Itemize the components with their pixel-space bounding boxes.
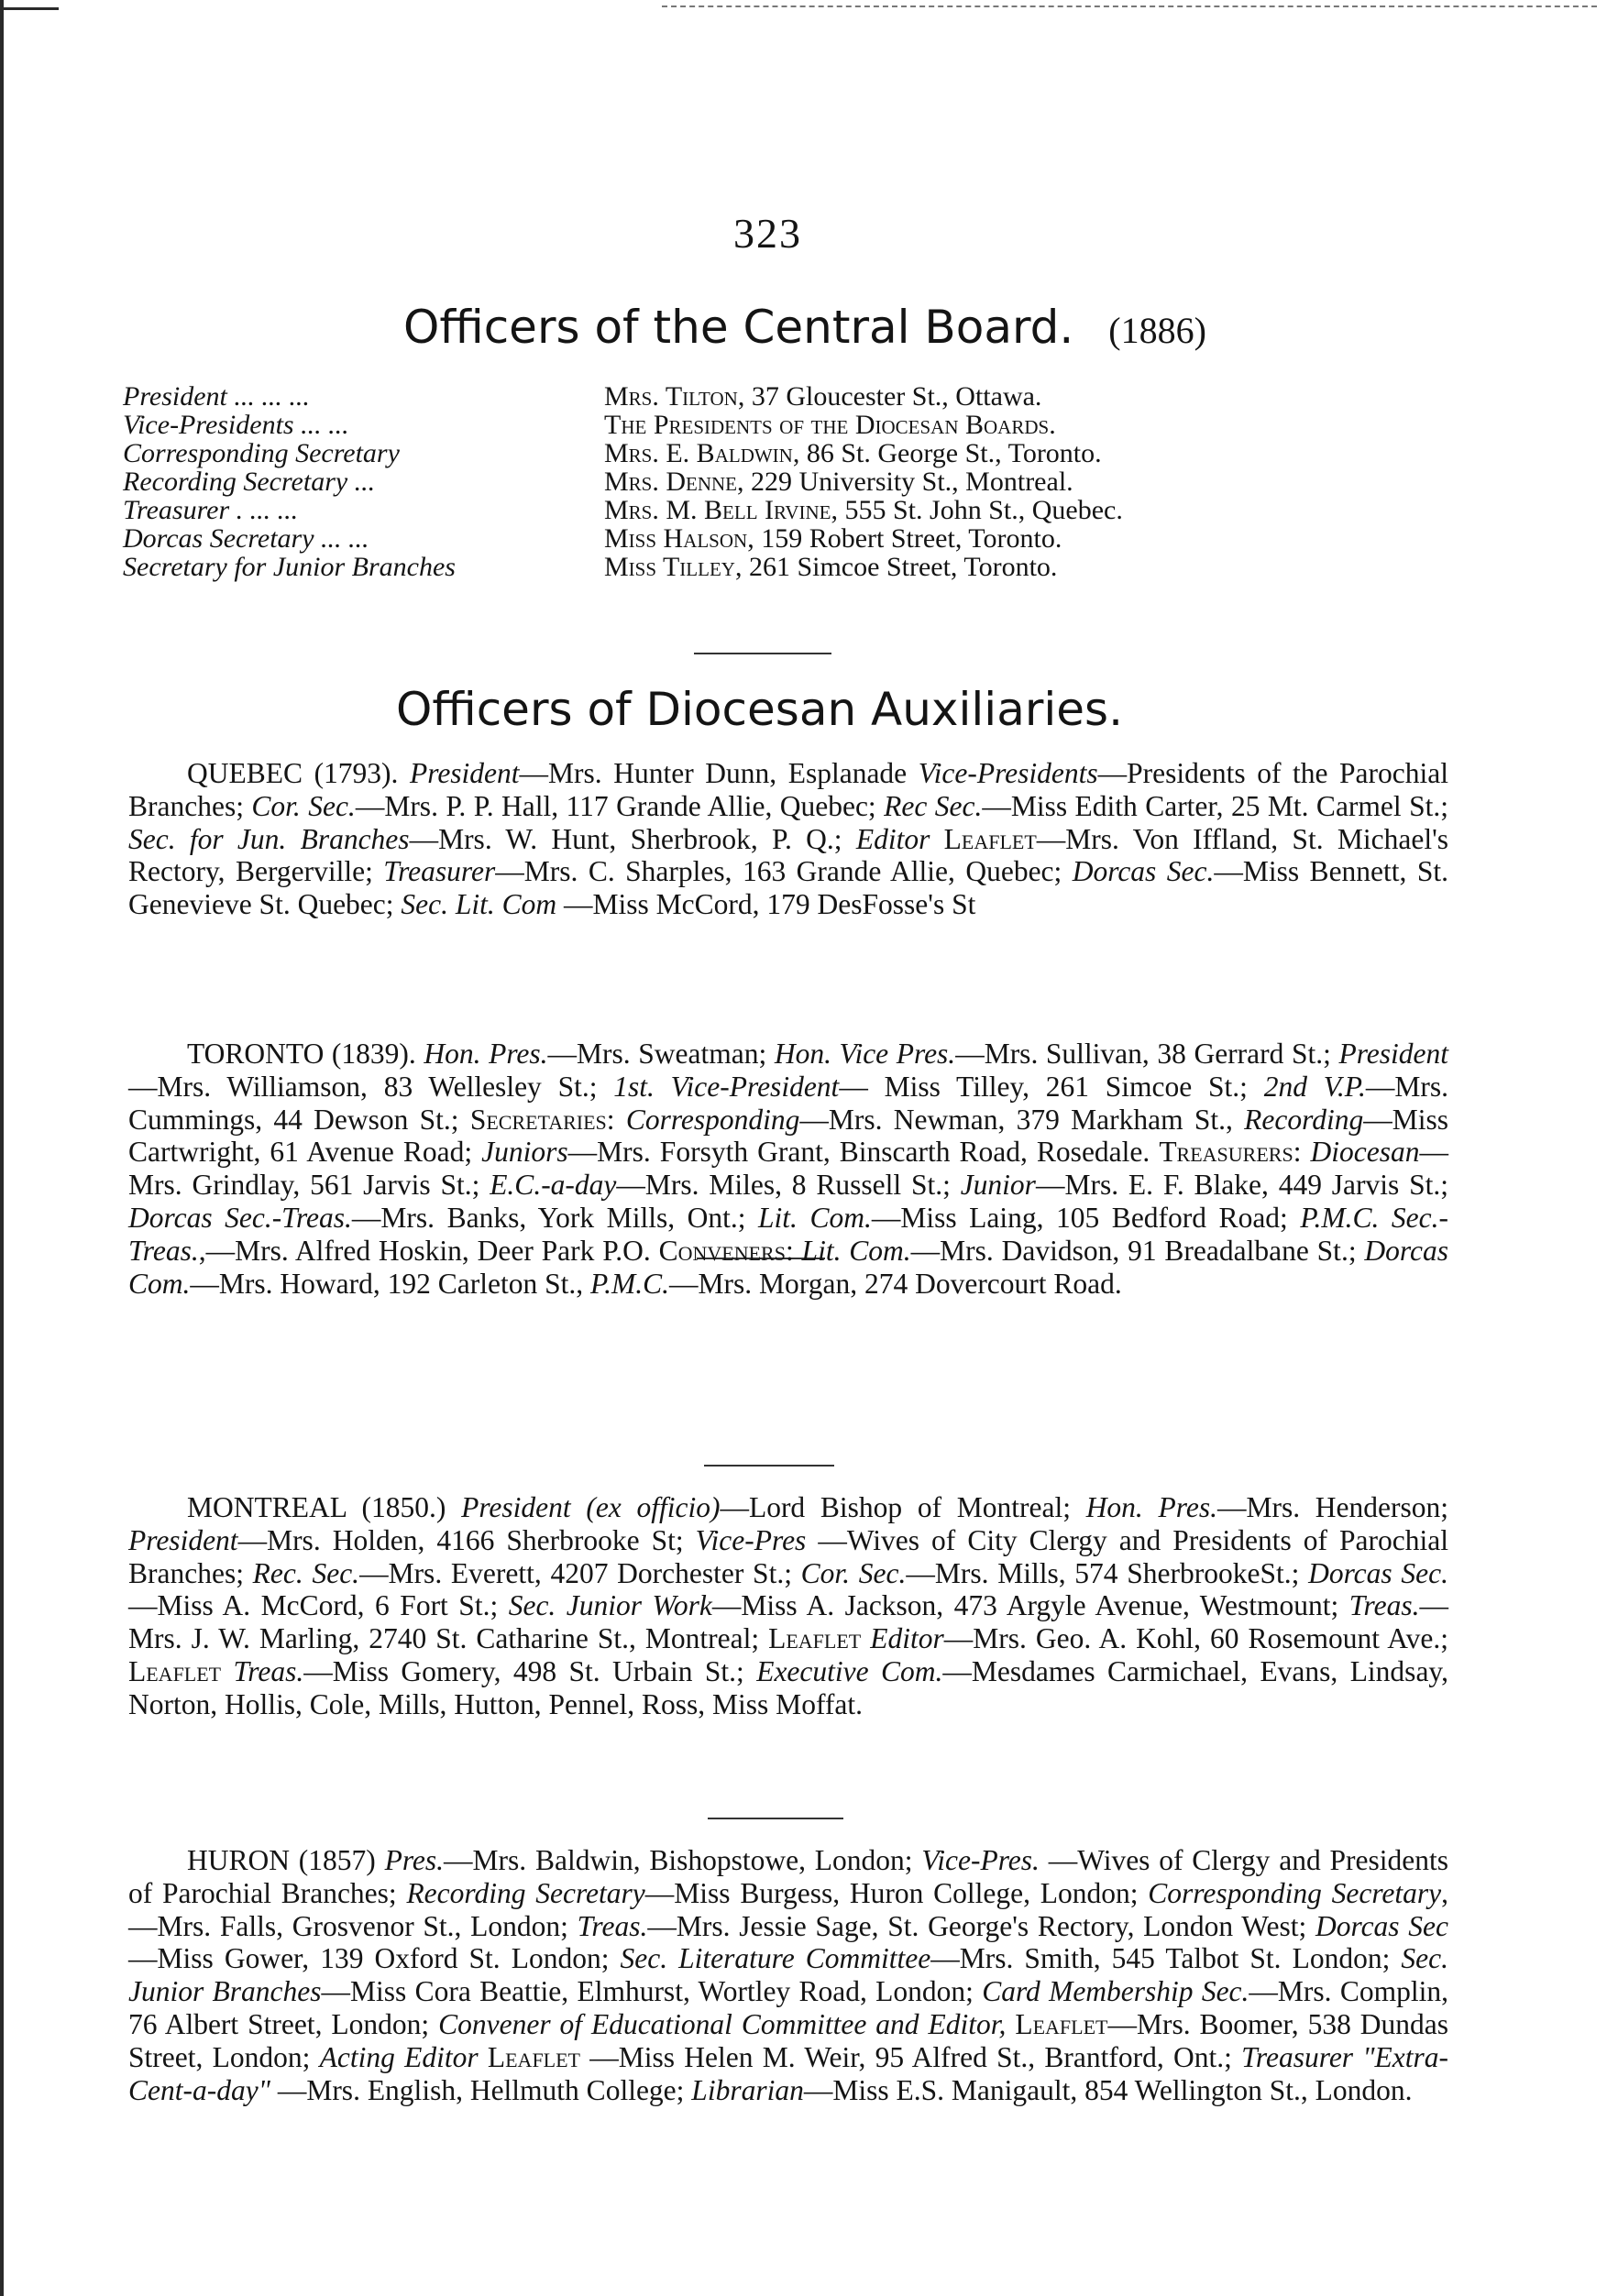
office-title: Lit. Com. (801, 1234, 911, 1267)
office-title: Diocesan (1310, 1136, 1420, 1169)
officer-address: 261 Simcoe Street, Toronto. (742, 552, 1058, 582)
office-title: 2nd V.P. (1263, 1070, 1366, 1103)
office-title: Sec. Literature Committee (620, 1942, 931, 1975)
office-holder: —Miss Cartwright, 61 Avenue Road; (128, 1103, 1448, 1169)
office-title: Editor (855, 822, 930, 855)
office-title: P.M.C. (589, 1267, 670, 1300)
officer-role: Secretary for Junior Branches (123, 552, 456, 582)
officer-role: Recording Secretary ... (123, 467, 376, 497)
diocesan-heading: Officers of Diocesan Auxiliaries. (396, 683, 1123, 736)
office-title: Treasurer (383, 855, 496, 888)
section-divider (694, 653, 831, 654)
office-holder: —Mrs. Davidson, 91 Breadalbane St.; (910, 1234, 1365, 1267)
office-holder: —Miss Helen M. Weir, 95 Alfred St., Brantford, Ont.; (580, 2040, 1242, 2073)
office-holder: —Miss Cora Beattie, Elmhurst, Wortley Road, London; (321, 1975, 983, 2008)
office-holder: —Mrs. Everett, 4207 Dorchester St.; (359, 1556, 801, 1589)
office-holder: —Mrs. Complin, 76 Albert Street, London; (128, 1975, 1448, 2040)
office-holder: —Wives of Clergy and Presidents of Parochial Branches; (128, 1844, 1448, 1909)
office-title: Vice-Pres. (921, 1844, 1040, 1876)
office-title: Sec. Junior Branches (128, 1942, 1448, 2008)
office-holder: ,—Mrs. Alfred Hoskin, Deer Park P.O. (198, 1234, 659, 1267)
leaflet-label: Leaflet (943, 822, 1037, 855)
office-title: Dorcas Sec. (1308, 1556, 1448, 1589)
office-title: Sec. Lit. Com (401, 888, 557, 921)
office-title: Sec. for Jun. Branches (128, 822, 410, 855)
office-holder: —Mrs. Mills, 574 SherbrookeSt.; (906, 1556, 1309, 1589)
office-title: President (ex officio) (461, 1491, 721, 1523)
page-number: 323 (733, 210, 802, 257)
office-holder: —Mesdames Carmichael, Evans, Lindsay, Norton, Hollis, Cole, Mills, Hutton, Pennel, Ross, Miss Moffat. (128, 1654, 1449, 1720)
group-label: Treasurers (1159, 1136, 1293, 1169)
text-gap (1006, 2008, 1015, 2040)
office-title: Vice-Pres (695, 1523, 807, 1556)
office-holder: —Mrs. Banks, York Mills, Ont.; (351, 1201, 759, 1234)
officer-row-junior-branches-secretary (123, 551, 1553, 584)
office-title: 1st. Vice-President (613, 1070, 840, 1103)
page-edge (0, 0, 4, 2296)
officer-name: Mrs. Tilton, (604, 381, 745, 412)
officer-role: President ... ... ... (123, 381, 310, 412)
office-title: Corresponding Secretary (1148, 1876, 1442, 1909)
office-holder: —Miss E.S. Manigault, 854 Wellington St., London. (803, 2073, 1413, 2106)
office-title: Librarian (691, 2073, 804, 2106)
office-title: Treas. (577, 1909, 648, 1942)
office-title: Hon. Vice Pres. (774, 1038, 956, 1070)
officer-name: The Presidents of the Diocesan Boards. (604, 410, 1056, 440)
office-title: Editor (870, 1622, 944, 1655)
office-title: Card Membership Sec. (982, 1975, 1249, 2008)
office-title: Rec. Sec. (252, 1556, 360, 1589)
office-holder: —Miss McCord, 179 DesFosse's St (556, 888, 976, 921)
office-holder: —Mrs. English, Hellmuth College; (270, 2073, 692, 2106)
office-holder: —Miss Bennett, St. Genevieve St. Quebec; (128, 855, 1448, 921)
office-title: Lit. Com. (758, 1201, 872, 1234)
office-holder: —Miss A. McCord, 6 Fort St.; (128, 1589, 509, 1622)
diocese-name-huron: HURON (1857) (187, 1844, 376, 1876)
officer-name: Miss Halson, (604, 523, 754, 554)
officer-role: Dorcas Secretary ... ... (123, 523, 369, 554)
office-holder: —Mrs. Henderson; (1216, 1491, 1448, 1523)
huron-paragraph (128, 1844, 1448, 2106)
montreal-paragraph (128, 1491, 1448, 1721)
group-label: Conveners (658, 1234, 786, 1267)
office-holder: —Miss Gower, 139 Oxford St. London; (128, 1942, 621, 1975)
officer-role: Vice-Presidents ... ... (123, 410, 349, 440)
office-holder: —Mrs. C. Sharples, 163 Grande Allie, Quebec; (495, 855, 1073, 888)
top-scan-rule (662, 5, 1597, 7)
office-holder: —Mrs. Baldwin, Bishopstowe, London; (444, 1844, 922, 1876)
quebec-paragraph (128, 757, 1448, 921)
text-gap: : (606, 1103, 626, 1136)
office-holder: —Mrs. Boomer, 538 Dundas Street, London; (128, 2007, 1449, 2073)
text-gap (930, 823, 943, 855)
office-title: P.M.C. Sec.-Treas. (128, 1201, 1449, 1267)
office-holder: —Mrs. Smith, 545 Talbot St. London; (930, 1942, 1402, 1975)
office-title: Acting Editor (319, 2040, 479, 2073)
office-title: President (128, 1523, 238, 1556)
office-holder: — Miss Tilley, 261 Simcoe St.; (839, 1070, 1264, 1103)
officer-address: 555 St. John St., Quebec. (838, 495, 1123, 525)
officer-address: 86 St. George St., Toronto. (799, 438, 1102, 468)
office-title: Sec. Junior Work (508, 1589, 712, 1622)
leaflet-label: Leaflet (768, 1622, 862, 1655)
office-holder: —Mrs. Von Iffland, St. Michael's Rectory, Bergerville; (128, 822, 1449, 888)
leaflet-label: Leaflet (1015, 2007, 1108, 2040)
office-holder: —Mrs. E. F. Blake, 449 Jarvis St.; (1035, 1169, 1448, 1202)
text-gap: : (1293, 1136, 1311, 1169)
leaflet-label: Leaflet (487, 2040, 580, 2073)
officer-role: Corresponding Secretary (123, 438, 400, 468)
text-gap (479, 2041, 488, 2073)
office-holder: —Mrs. J. W. Marling, 2740 St. Catharine St., Montreal; (128, 1589, 1449, 1655)
margin-tick (0, 7, 59, 10)
office-holder: —Mrs. Sweatman; (547, 1038, 775, 1070)
office-holder: —Mrs. Hunter Dunn, Esplanade (519, 757, 919, 789)
office-title: Cor. Sec. (251, 789, 356, 822)
office-holder: —Mrs. Holden, 4166 Sherbrooke St; (237, 1523, 696, 1556)
office-title: Hon. Pres. (1085, 1491, 1217, 1523)
office-title: President (409, 757, 520, 789)
group-label: Secretaries (469, 1103, 607, 1136)
office-holder: —Mrs. Morgan, 274 Dovercourt Road. (669, 1267, 1122, 1300)
office-title: Treas. (1348, 1589, 1420, 1622)
text-gap (221, 1655, 233, 1687)
officer-name: Mrs. E. Baldwin, (604, 438, 800, 468)
officer-address: 229 University St., Montreal. (743, 467, 1073, 497)
section-divider (704, 1465, 834, 1467)
office-title: Recording Secretary (406, 1876, 645, 1909)
toronto-paragraph (128, 1038, 1448, 1300)
office-title: Treas. (233, 1654, 304, 1687)
officer-role: Treasurer . ... ... (123, 495, 299, 525)
office-holder: —Mrs. Grindlay, 561 Jarvis St.; (128, 1136, 1448, 1202)
office-holder: —Wives of City Clergy and Presidents of Parochial Branches; (128, 1523, 1448, 1589)
leaflet-label: Leaflet (128, 1654, 222, 1687)
office-holder: —Miss Gomery, 498 St. Urbain St.; (303, 1654, 757, 1687)
officer-entry (604, 551, 1057, 584)
office-holder: —Miss Burgess, Huron College, London; (644, 1876, 1149, 1909)
office-title: Cor. Sec. (800, 1556, 907, 1589)
office-title: Convener of Educational Committee and Editor, (438, 2007, 1007, 2040)
office-holder: —Mrs. Howard, 192 Carleton St., (190, 1267, 590, 1300)
office-holder: —Mrs. Forsyth Grant, Binscarth Road, Rosedale. (567, 1136, 1160, 1169)
text-gap (861, 1622, 870, 1654)
office-holder: —Mrs. Williamson, 83 Wellesley St.; (128, 1070, 614, 1103)
office-title: Corresponding (625, 1103, 800, 1136)
office-title: Dorcas Sec.-Treas. (128, 1201, 352, 1234)
office-title: E.C.-a-day (490, 1169, 617, 1202)
office-title: Dorcas Sec. (1072, 855, 1215, 888)
office-title: Dorcas Com. (128, 1234, 1448, 1300)
office-holder: —Mrs. Sullivan, 38 Gerrard St.; (955, 1038, 1339, 1070)
office-title: Junior (960, 1169, 1036, 1202)
office-holder: —Miss Laing, 105 Bedford Road; (871, 1201, 1301, 1234)
office-holder: —Mrs. Miles, 8 Russell St.; (616, 1169, 961, 1202)
office-title: Hon. Pres. (424, 1038, 548, 1070)
office-holder: —Mrs. Newman, 379 Markham St., (799, 1103, 1245, 1136)
central-board-title: Officers of the Central Board. (403, 301, 1074, 354)
officer-address: 37 Gloucester St., Ottawa. (744, 381, 1042, 412)
office-title: Pres. (384, 1844, 445, 1876)
office-holder: ,—Mrs. Falls, Grosvenor St., London; (128, 1876, 1449, 1942)
diocese-name-quebec: QUEBEC (1793). (187, 757, 399, 789)
office-holder: —Miss Edith Carter, 25 Mt. Carmel St.; (982, 789, 1448, 822)
central-board-year: (1886) (1108, 310, 1206, 351)
text-gap: : (785, 1234, 802, 1267)
office-title: Dorcas Sec (1315, 1909, 1448, 1942)
office-holder: —Mrs. Geo. A. Kohl, 60 Rosemount Ave.; (943, 1622, 1449, 1655)
office-title: Recording (1244, 1103, 1364, 1136)
officer-name: Mrs. Denne, (604, 467, 744, 497)
office-title: Juniors (481, 1136, 568, 1169)
diocese-name-toronto: TORONTO (1839). (187, 1038, 416, 1070)
office-title: Vice-Presidents (918, 757, 1098, 789)
office-holder: —Mrs. W. Hunt, Sherbrook, P. Q.; (409, 822, 856, 855)
section-divider (708, 1818, 843, 1819)
office-title: President (1338, 1038, 1449, 1070)
office-title: Treasurer "Extra-Cent-a-day" (128, 2040, 1449, 2106)
officer-name: Miss Tilley, (604, 552, 743, 582)
office-holder: —Lord Bishop of Montreal; (720, 1491, 1086, 1523)
office-holder: —Mrs. P. P. Hall, 117 Grande Allie, Quebec; (355, 789, 885, 822)
officer-address: 159 Robert Street, Toronto. (754, 523, 1062, 554)
office-holder: —Mrs. Jessie Sage, St. George's Rectory, London West; (647, 1909, 1315, 1942)
office-title: Executive Com. (756, 1654, 943, 1687)
office-title: Rec Sec. (884, 789, 983, 822)
officer-name: Mrs. M. Bell Irvine, (604, 495, 838, 525)
office-holder: —Mrs. Cummings, 44 Dewson St.; (128, 1070, 1448, 1136)
diocese-name-montreal: MONTREAL (1850.) (187, 1491, 446, 1523)
office-holder: —Miss A. Jackson, 473 Argyle Avenue, Westmount; (711, 1589, 1349, 1622)
central-board-heading (403, 301, 1206, 354)
office-holder: —Presidents of the Parochial Branches; (128, 757, 1448, 822)
